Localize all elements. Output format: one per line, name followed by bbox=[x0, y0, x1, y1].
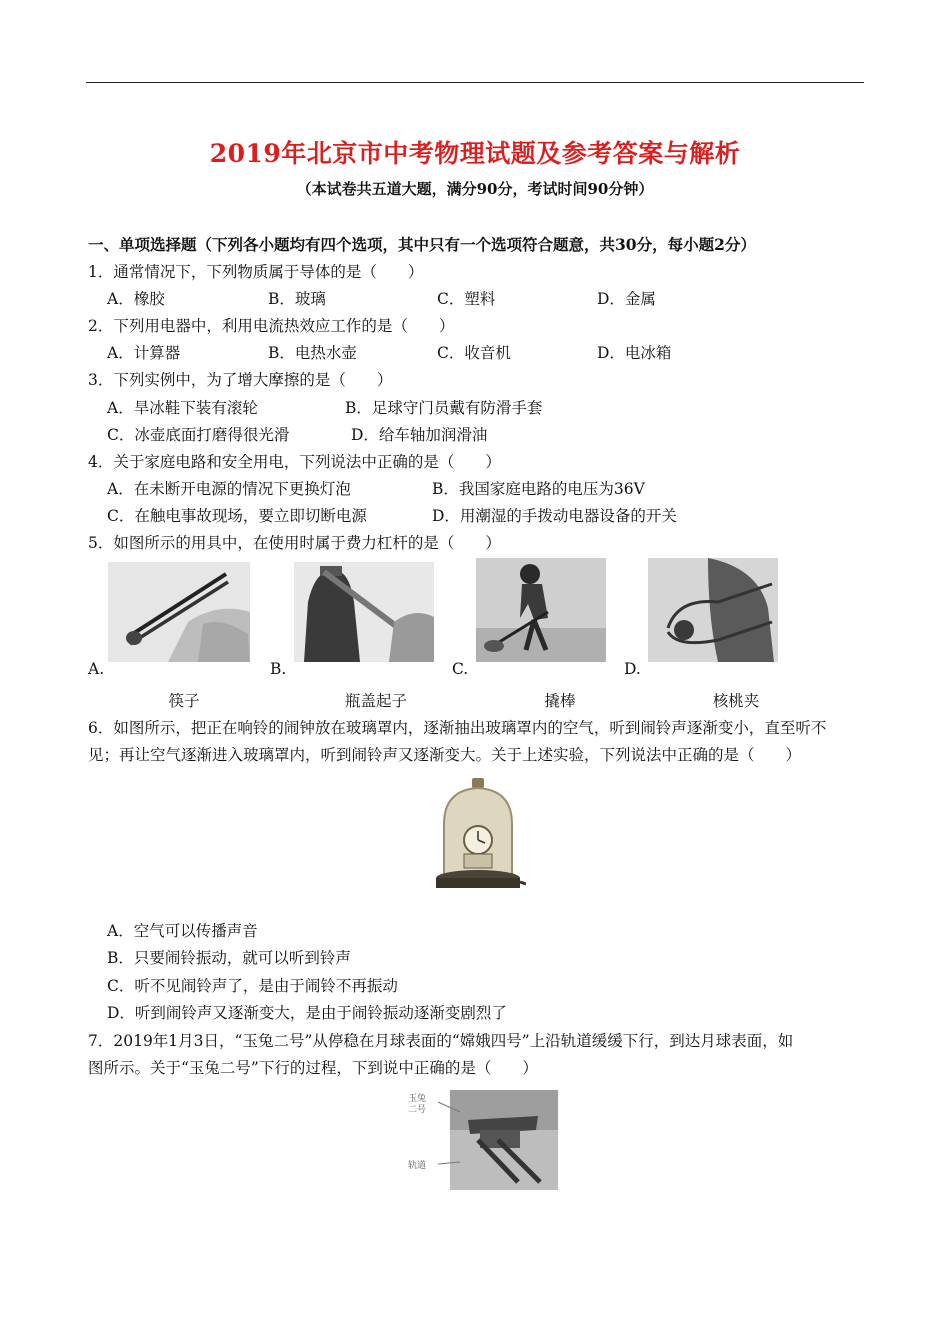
q6-option-c: C．听不见闹铃声了，是由于闹铃不再振动 bbox=[107, 977, 398, 995]
q3-stem: 3．下列实例中，为了增大摩擦的是（ ） bbox=[88, 371, 393, 389]
q1-option-d: D．金属 bbox=[597, 290, 656, 308]
q4-stem: 4．关于家庭电路和安全用电，下列说法中正确的是（ ） bbox=[88, 453, 501, 471]
q2-stem: 2．下列用电器中，利用电流热效应工作的是（ ） bbox=[88, 317, 455, 335]
q4-option-c: C．在触电事故现场，要立即切断电源 bbox=[107, 507, 367, 525]
bell-jar-figure bbox=[430, 774, 526, 902]
page-title: 2019年北京市中考物理试题及参考答案与解析 bbox=[209, 139, 741, 168]
q3-option-d: D．给车轴加润滑油 bbox=[351, 426, 488, 444]
q5-stem: 5．如图所示的用具中，在使用时属于费力杠杆的是（ ） bbox=[88, 534, 501, 552]
section-heading: 一、单项选择题（下列各小题均有四个选项，其中只有一个选项符合题意，共30分，每小题2分） bbox=[88, 235, 756, 254]
q4-option-b: B．我国家庭电路的电压为36V bbox=[432, 480, 645, 498]
lunar-rover-figure bbox=[408, 1090, 558, 1190]
crowbar-photo bbox=[476, 558, 606, 662]
label-track: 轨道 bbox=[408, 1161, 427, 1171]
q6-option-d: D．听到闹铃声又逐渐变大，是由于闹铃振动逐渐变剧烈了 bbox=[107, 1004, 507, 1022]
bottle-opener-photo bbox=[294, 562, 434, 662]
q2-option-b: B．电热水壶 bbox=[268, 344, 357, 362]
q2-option-a: A．计算器 bbox=[107, 344, 181, 362]
label-rover: 玉兔二号 bbox=[408, 1094, 427, 1115]
q3-option-b: B．足球守门员戴有防滑手套 bbox=[345, 399, 543, 417]
q6-option-a: A．空气可以传播声音 bbox=[107, 922, 258, 940]
q2-option-d: D．电冰箱 bbox=[597, 344, 672, 362]
q5-caption-b: 瓶盖起子 bbox=[344, 692, 407, 710]
q7-stem-line2: 图所示。关于“玉兔二号”下行的过程，下到说中正确的是（ ） bbox=[88, 1059, 538, 1077]
q1-stem: 1．通常情况下，下列物质属于导体的是（ ） bbox=[88, 263, 424, 281]
q1-option-c: C．塑料 bbox=[437, 290, 496, 308]
q3-option-c: C．冰壶底面打磨得很光滑 bbox=[107, 426, 290, 444]
header-rule bbox=[86, 82, 864, 83]
q5-caption-a: 筷子 bbox=[168, 692, 200, 710]
q4-option-a: A．在未断开电源的情况下更换灯泡 bbox=[107, 480, 351, 498]
q6-option-b: B．只要闹铃振动，就可以听到铃声 bbox=[107, 949, 351, 967]
chopsticks-photo bbox=[108, 562, 250, 662]
q6-stem-line1: 6．如图所示，把正在响铃的闹钟放在玻璃罩内，逐渐抽出玻璃罩内的空气，听到闹铃声逐渐变小，直至听不 bbox=[88, 719, 827, 737]
nutcracker-photo bbox=[648, 558, 778, 662]
q1-option-a: A．橡胶 bbox=[107, 290, 165, 308]
q3-option-a: A．旱冰鞋下装有滚轮 bbox=[107, 399, 258, 417]
q5-label-a: A. bbox=[88, 660, 105, 678]
q5-caption-c: 撬棒 bbox=[544, 692, 576, 710]
q5-label-d: D. bbox=[624, 660, 641, 678]
q5-label-b: B. bbox=[270, 660, 287, 678]
q7-stem-line1: 7．2019年1月3日，“玉兔二号”从停稳在月球表面的“嫦娥四号”上沿轨道缓缓下行，到达月球表面，如 bbox=[88, 1032, 794, 1050]
q1-option-b: B．玻璃 bbox=[268, 290, 326, 308]
q5-caption-d: 核桃夹 bbox=[712, 692, 760, 710]
q4-option-d: D．用潮湿的手拨动电器设备的开关 bbox=[432, 507, 677, 525]
q6-stem-line2: 见；再让空气逐渐进入玻璃罩内，听到闹铃声又逐渐变大。关于上述实验，下列说法中正确的是（ ） bbox=[88, 746, 802, 764]
q2-option-c: C．收音机 bbox=[437, 344, 511, 362]
page-subtitle: （本试卷共五道大题，满分90分，考试时间90分钟） bbox=[296, 180, 654, 198]
q5-label-c: C. bbox=[452, 660, 469, 678]
